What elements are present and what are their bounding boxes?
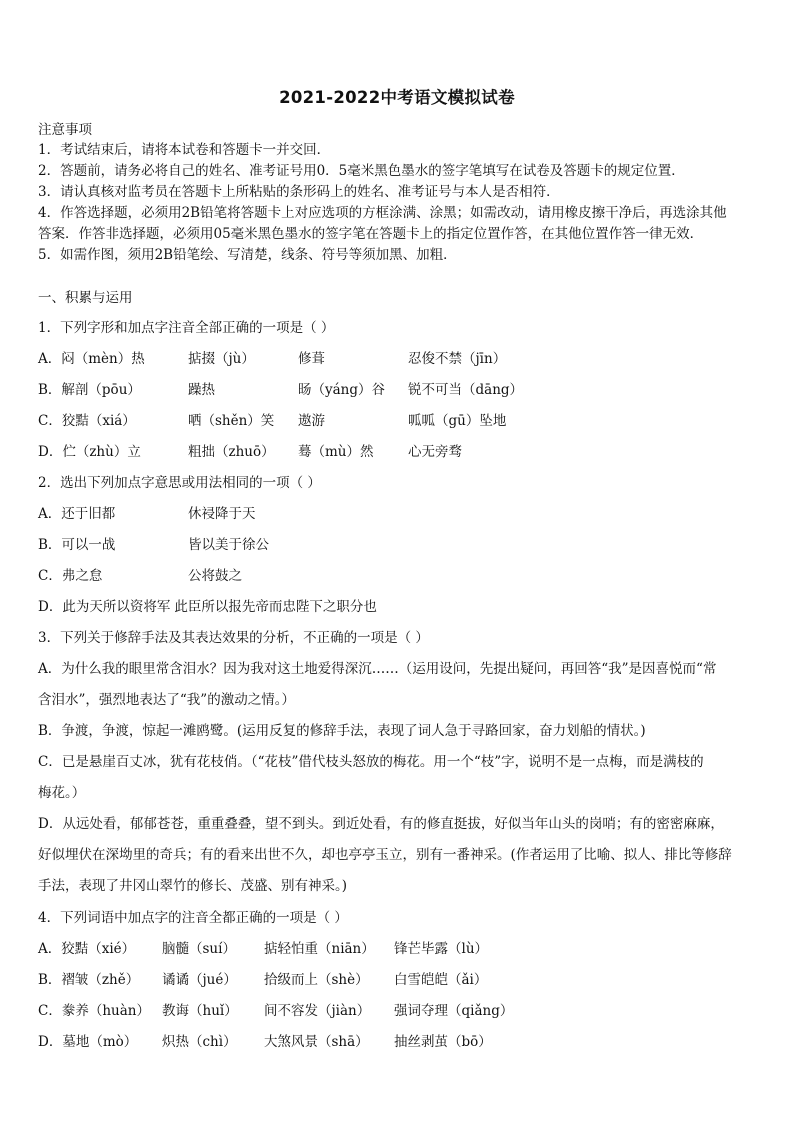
option-term: B．解剖（pōu）	[38, 382, 141, 398]
option-d	[38, 597, 756, 617]
option-term: A．闷（mèn）热	[38, 351, 145, 367]
option-b	[38, 535, 756, 555]
option-term: 强词夺理（qiǎng）	[394, 1003, 514, 1019]
note-item: 5．如需作图，须用2B铅笔绘、写清楚，线条、符号等须加黑、加粗．	[38, 247, 457, 263]
option-term: B．可以一战	[38, 537, 116, 553]
option-a	[38, 349, 756, 369]
option-c	[38, 411, 756, 431]
option-term: 皆以美于徐公	[188, 537, 269, 553]
option-term: 忍俊不禁（jīn）	[408, 351, 507, 367]
note-item: 2．答题前，请务必将自己的姓名、准考证号用0．5毫米黑色墨水的签字笔填写在试卷及答题卡的规定位置．	[38, 163, 685, 179]
option-term: 心无旁骛	[408, 444, 462, 460]
question-1	[38, 318, 756, 462]
option-term: 休祲降于天	[188, 506, 256, 522]
option-term: 教诲（huǐ）	[162, 1003, 238, 1019]
option-a	[38, 504, 756, 524]
note-item: 3．请认真核对监考员在答题卡上所粘贴的条形码上的姓名、准考证号与本人是否相符．	[38, 184, 560, 200]
option-a	[38, 939, 756, 959]
option-term: 公将鼓之	[188, 568, 242, 584]
option-term: 脑髓（suí）	[162, 941, 236, 957]
option-term: 大煞风景（shā）	[264, 1034, 369, 1050]
option-term: A．狡黠（xié）	[38, 941, 136, 957]
option-term: 呱呱（gū）坠地	[408, 413, 507, 429]
option-d	[38, 442, 756, 462]
option-term: 炽热（chì）	[162, 1034, 237, 1050]
question-stem: 2．选出下列加点字意思或用法相同的一项（ ）	[38, 475, 321, 491]
question-stem: 1．下列字形和加点字注音全部正确的一项是（ ）	[38, 320, 335, 336]
option-term: 谲谲（jué）	[162, 972, 237, 988]
option-text: 手法，表现了井冈山翠竹的修长、茂盛、别有神采。)	[38, 878, 348, 894]
section-heading: 一、积累与运用	[38, 290, 133, 306]
option-b	[38, 970, 756, 990]
option-term: 锋芒毕露（lù）	[394, 941, 489, 957]
option-term: 旸（yáng）谷	[298, 382, 386, 398]
page-title: 2021-2022中考语文模拟试卷	[279, 88, 515, 107]
note-item: 4．作答选择题，必须用2B铅笔将答题卡上对应选项的方框涂满、涂黑；如需改动，请用橡皮擦干净后，再选涂其他	[38, 205, 727, 221]
question-3	[38, 628, 756, 902]
option-text: A．为什么我的眼里常含泪水？因为我对这土地爱得深沉……（运用设问，先提出疑问，再回答“我”是因喜悦而“常	[38, 661, 717, 677]
option-text: B．争渡，争渡，惊起一滩鸥鹭。(运用反复的修辞手法，表现了词人急于寻路回家，奋力划船的情状。)	[38, 723, 646, 739]
option-term: C．狡黠（xiá）	[38, 413, 136, 429]
option-term: 躁热	[188, 382, 215, 398]
notes-heading: 注意事项	[38, 122, 92, 138]
option-term: 白雪皑皑（ǎi）	[394, 972, 488, 988]
option-term: 遨游	[298, 413, 325, 429]
option-text: 梅花。）	[38, 785, 86, 801]
option-term: B．褶皱（zhě）	[38, 972, 140, 988]
option-term: 蓦（mù）然	[298, 444, 374, 460]
option-text: D．从远处看，郁郁苍苍，重重叠叠，望不到头。到近处看，有的修直挺拔，好似当年山头的岗哨；有的密密麻麻，	[38, 816, 724, 832]
option-b	[38, 380, 756, 400]
option-term: D．墓地（mò）	[38, 1034, 138, 1050]
option-term: 此臣所以报先帝而忠陛下之职分也	[174, 599, 377, 615]
question-stem: 4．下列词语中加点字的注音全都正确的一项是（ ）	[38, 910, 348, 926]
option-c	[38, 566, 756, 586]
option-term: 哂（shěn）笑	[188, 413, 275, 429]
option-c	[38, 1001, 756, 1021]
question-stem: 3．下列关于修辞手法及其表达效果的分析，不正确的一项是（ ）	[38, 630, 429, 646]
option-term: D．此为天所以资将军	[38, 599, 171, 615]
option-d	[38, 1032, 756, 1052]
option-text: C．已是悬崖百丈冰，犹有花枝俏。（“花枝”借代枝头怒放的梅花。用一个“枝”字，说明不是一点梅，而是满枝的	[38, 754, 704, 770]
option-term: 抽丝剥茧（bō）	[394, 1034, 492, 1050]
option-term: C．豢养（huàn）	[38, 1003, 150, 1019]
question-2	[38, 473, 756, 617]
option-term: 修葺	[298, 351, 325, 367]
option-term: A．还于旧都	[38, 506, 116, 522]
option-term: 粗拙（zhuō）	[188, 444, 275, 460]
option-term: D．伫（zhù）立	[38, 444, 141, 460]
option-term: 锐不可当（dāng）	[408, 382, 524, 398]
option-term: 拾级而上（shè）	[264, 972, 369, 988]
option-term: C．弗之怠	[38, 568, 103, 584]
option-text: 含泪水”，强烈地表达了“我”的激动之情。）	[38, 692, 295, 708]
option-term: 掂掇（jù）	[188, 351, 255, 367]
option-term: 掂轻怕重（niān）	[264, 941, 375, 957]
option-text: 好似埋伏在深坳里的奇兵；有的看来出世不久，却也亭亭玉立，别有一番神采。(作者运用了比喻、拟人、排比等修辞	[38, 847, 732, 863]
question-4	[38, 908, 756, 1052]
option-term: 间不容发（jiàn）	[264, 1003, 371, 1019]
note-item: 答案．作答非选择题，必须用05毫米黑色墨水的签字笔在答题卡上的指定位置作答，在其他位置作答一律无效．	[38, 226, 704, 242]
note-item: 1．考试结束后，请将本试卷和答题卡一并交回．	[38, 142, 331, 158]
notes-section	[38, 120, 756, 266]
